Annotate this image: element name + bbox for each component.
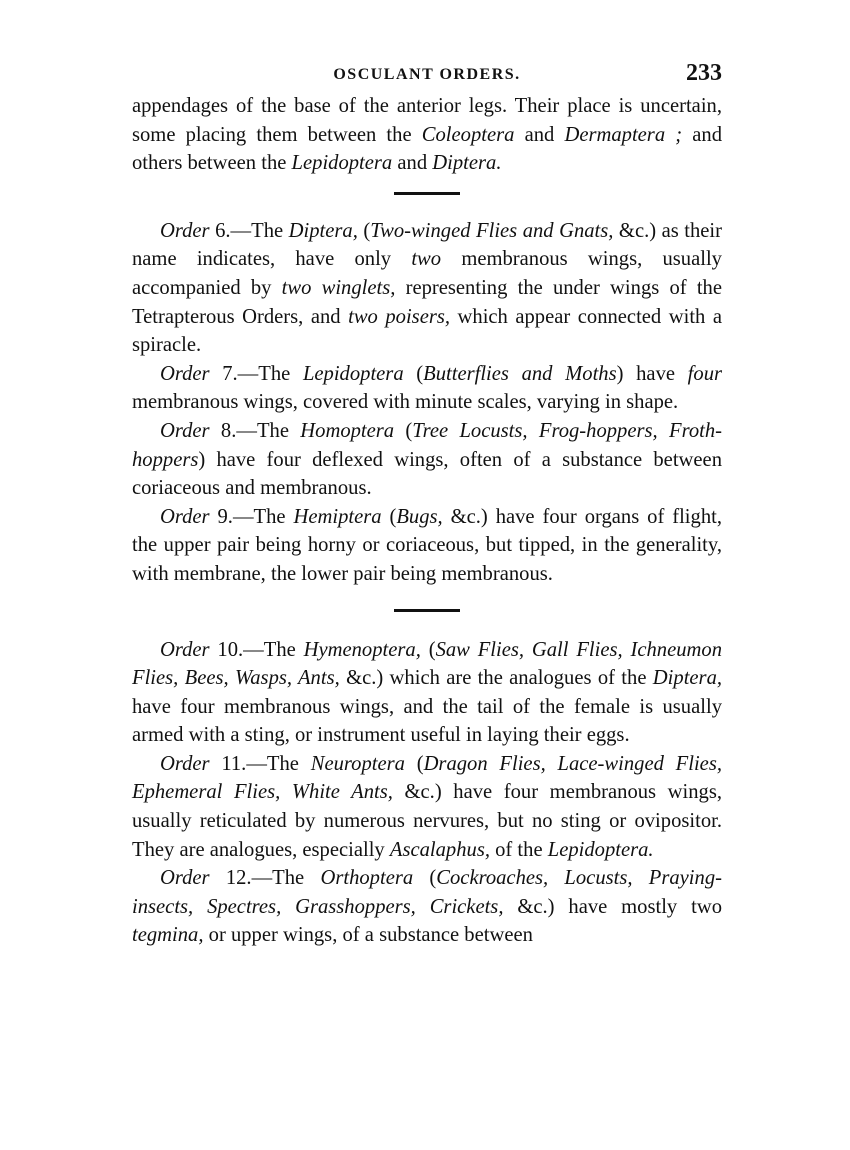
- italic-run: Neuroptera: [310, 752, 405, 775]
- italic-run: Diptera,: [652, 667, 723, 690]
- page-header: [132, 58, 722, 92]
- text-run: (: [404, 752, 424, 775]
- italic-run: Dragon Flies, Lace-winged Flies, Ephemeral Flies, White Ants,: [132, 752, 722, 804]
- paragraph-order-11: [132, 750, 722, 864]
- italic-run: Lepidoptera: [302, 362, 404, 385]
- italic-run: two: [411, 248, 442, 271]
- italic-run: two winglets,: [281, 276, 396, 299]
- paragraph-order-7: [132, 360, 722, 417]
- paragraph-order-9: [132, 503, 722, 589]
- text-run: membranous wings, covered with minute scales, varying in shape.: [132, 391, 679, 414]
- section-divider: [394, 192, 460, 195]
- paragraph-order-8: [132, 417, 722, 503]
- text-run: (: [357, 219, 371, 242]
- paragraph-order-10: [132, 636, 722, 750]
- section-divider: [394, 609, 460, 612]
- text-run: &c.) have mostly two: [503, 895, 722, 918]
- text-run: and: [392, 152, 433, 175]
- text-run: and others between the: [132, 123, 723, 175]
- italic-run: Order: [160, 362, 210, 385]
- text-run: &c.) as their name indicates, have only: [132, 219, 722, 271]
- text-run: &c.) have four membranous wings, usually reticulated by numerous nervures, but no sting or ovipositor. They are analogues, especially: [132, 781, 722, 861]
- italic-run: Coleoptera: [421, 123, 515, 146]
- paragraph-continued: [132, 92, 722, 178]
- text-run: 11.—The: [209, 752, 311, 775]
- italic-run: Tree Locusts, Frog-hoppers, Froth-hoppers: [132, 419, 722, 471]
- italic-run: Cockroaches, Locusts, Praying-insects, Spectres, Grasshoppers, Crickets,: [132, 867, 722, 918]
- italic-run: Hymenoptera,: [303, 638, 421, 661]
- text-run: (: [420, 638, 436, 661]
- italic-run: Lepidoptera.: [547, 838, 654, 861]
- text-run: &c.) have four organs of flight, the upper pair being horny or coriaceous, but tipped, in the generality, with membrane, the lower pair being membranous.: [132, 505, 722, 585]
- italic-run: Saw Flies, Gall Flies, Ichneumon Flies, Bees, Wasps, Ants,: [132, 638, 722, 690]
- italic-run: Dermaptera ;: [564, 123, 683, 146]
- text-run: of the: [489, 838, 548, 861]
- book-page: [132, 58, 722, 950]
- italic-run: Orthoptera: [320, 867, 414, 890]
- text-run: 9.—The: [209, 505, 294, 528]
- text-run: 10.—The: [209, 638, 304, 661]
- text-run: (: [413, 867, 437, 890]
- italic-run: tegmina,: [132, 924, 204, 947]
- text-run: have four membranous wings, and the tail of the female is usually armed with a sting, or instrument useful in laying their eggs.: [132, 695, 722, 747]
- text-run: and: [514, 123, 565, 146]
- text-run: 7.—The: [209, 362, 303, 385]
- page-number: 233: [686, 60, 722, 86]
- text-run: ) have: [616, 362, 688, 385]
- italic-run: Bugs,: [396, 505, 443, 528]
- italic-run: Lepidoptera: [291, 152, 393, 175]
- italic-run: Order: [160, 419, 210, 442]
- text-run: (: [403, 362, 424, 385]
- text-run: &c.) which are the analogues of the: [339, 667, 653, 690]
- text-run: 12.—The: [209, 867, 321, 890]
- italic-run: Order: [160, 505, 210, 528]
- italic-run: Order: [160, 867, 210, 890]
- text-run: appendages of the base of the anterior legs. Their place is uncertain, some placing them between the: [132, 95, 722, 146]
- text-run: membranous wings, usually accompanied by: [132, 248, 722, 299]
- paragraph-order-12: [132, 864, 722, 950]
- text-run: 6.—The: [209, 219, 289, 242]
- italic-run: four: [687, 362, 723, 385]
- text-run: (: [394, 419, 413, 442]
- text-run: or upper wings, of a substance between: [203, 924, 533, 947]
- italic-run: Ascalaphus,: [389, 838, 490, 861]
- text-run: (: [381, 505, 397, 528]
- italic-run: Diptera.: [432, 152, 502, 175]
- italic-run: Order: [160, 638, 210, 661]
- body-text: [132, 92, 722, 950]
- text-run: representing the under wings of the Tetrapterous Orders, and: [132, 276, 722, 328]
- italic-run: Homoptera: [300, 419, 395, 442]
- text-run: ) have four deflexed wings, often of a substance between coriaceous and membranous.: [132, 448, 722, 500]
- italic-run: Butterflies and Moths: [423, 362, 617, 385]
- text-run: 8.—The: [209, 419, 301, 442]
- italic-run: Order: [160, 219, 210, 242]
- paragraph-order-6: [132, 217, 722, 360]
- italic-run: Order: [160, 752, 210, 775]
- italic-run: two poisers,: [348, 305, 451, 328]
- italic-run: Diptera,: [288, 219, 358, 242]
- italic-run: Hemiptera: [293, 505, 382, 528]
- running-head: OSCULANT ORDERS.: [333, 66, 521, 83]
- text-run: which appear connected with a spiracle.: [132, 305, 722, 357]
- italic-run: Two-winged Flies and Gnats,: [370, 219, 614, 242]
